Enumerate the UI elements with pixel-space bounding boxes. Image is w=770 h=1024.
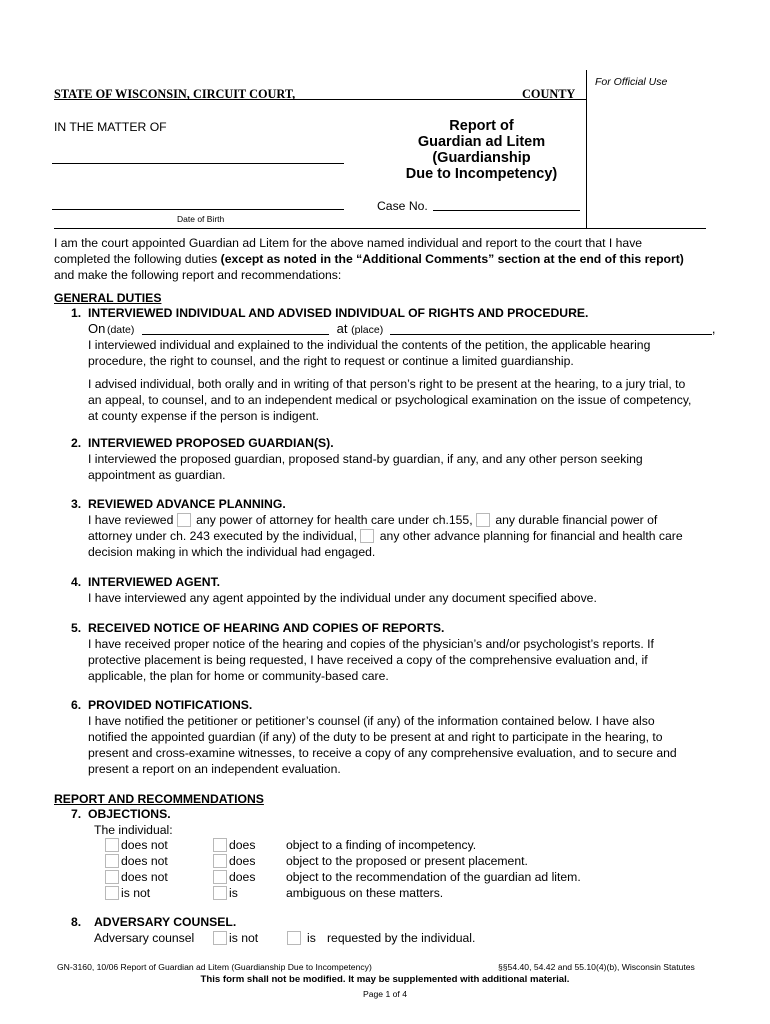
objection-4-text: ambiguous on these matters.	[286, 886, 444, 900]
duty-4-title: INTERVIEWED AGENT.	[88, 575, 221, 589]
objection-3-option-a-label: does not	[121, 870, 168, 884]
objection-row-1	[105, 837, 665, 853]
duty-1-date-place-row	[88, 321, 718, 337]
objections-number: 7.	[71, 807, 82, 821]
poa-health-checkbox[interactable]	[177, 513, 191, 527]
objection-3-option-a-checkbox[interactable]	[105, 870, 119, 884]
duty-1-para-2-line-1: I advised individual, both orally and in writing of that person’s right to be present at the hearing, to a jury trial, to	[88, 377, 686, 391]
adversary-is-not-checkbox[interactable]	[213, 931, 227, 945]
on-label: On	[88, 321, 106, 336]
objection-3-text: object to the recommendation of the guardian ad litem.	[286, 870, 581, 884]
place-field[interactable]	[390, 322, 712, 335]
objection-3-option-b-checkbox[interactable]	[213, 870, 227, 884]
intro-line-2	[54, 251, 719, 267]
objections-intro: The individual:	[94, 823, 173, 837]
duty-5-body	[88, 620, 718, 684]
adversary-option-is[interactable]	[287, 930, 316, 946]
duty-3-title: REVIEWED ADVANCE PLANNING.	[88, 497, 286, 511]
objections-table	[105, 837, 665, 901]
adversary-is-not-label: is not	[229, 931, 259, 945]
other-advance-planning-checkbox[interactable]	[360, 529, 374, 543]
objection-2-option-a-label: does not	[121, 854, 168, 868]
duty-2-body	[88, 435, 718, 483]
general-duties-heading: GENERAL DUTIES	[54, 291, 162, 305]
objection-2-text: object to the proposed or present placement.	[286, 854, 528, 868]
duty-6-line-2: notified the appointed guardian (if any) of the duty to be present at and right to participate in the hearing, to	[88, 730, 663, 744]
duty-2-number: 2.	[71, 436, 82, 450]
form-title	[400, 118, 563, 182]
at-label: at	[336, 321, 348, 336]
objection-1-option-a-checkbox[interactable]	[105, 838, 119, 852]
objection-row-2	[105, 853, 665, 869]
place-hint: (place)	[351, 324, 384, 336]
footer-notice: This form shall not be modified. It may be supplemented with additional material.	[200, 974, 570, 985]
objection-1-option-a-label: does not	[121, 838, 168, 852]
intro-line-1: I am the court appointed Guardian ad Litem for the above named individual and report to the court that I have	[54, 236, 643, 250]
objection-row-3	[105, 869, 665, 885]
objection-2-option-b-label: does	[229, 854, 256, 868]
intro-line-2-bold: (except as noted in the “Additional Comments” section at the end of this report)	[220, 252, 684, 266]
date-hint: (date)	[106, 324, 135, 336]
objection-2-option-b-checkbox[interactable]	[213, 854, 227, 868]
duty-2-line-2: appointment as guardian.	[88, 468, 226, 482]
objection-3-option-b[interactable]	[213, 869, 255, 885]
duty-1-para-1-line-2: procedure, the right to counsel, and the right to request or continue a limited guardianship.	[88, 354, 574, 368]
duty-4-line-1: I have interviewed any agent appointed by the individual under any document specified above.	[88, 591, 597, 605]
duty-3-line-2	[88, 528, 718, 544]
court-label: STATE OF WISCONSIN, CIRCUIT COURT,	[54, 87, 296, 101]
objection-4-option-b-checkbox[interactable]	[213, 886, 227, 900]
duty-3-line-1	[88, 512, 718, 528]
county-label: COUNTY	[522, 87, 576, 101]
duty-1-number: 1.	[71, 306, 82, 320]
duty-1-para-2-line-2: an appeal, to counsel, and to an independent medical or psychological examination on the issue of competency,	[88, 393, 692, 407]
duty-5-line-2: protective placement is being requested, I have received a copy of the comprehensive evaluation and, if	[88, 653, 648, 667]
duty-5-line-1: I have received proper notice of the hearing and copies of the physician’s and/or psychologist’s reports. If	[88, 637, 654, 651]
durable-financial-poa-label: any durable financial power of	[495, 513, 658, 527]
objection-row-4	[105, 885, 665, 901]
form-title-line-3: (Guardianship	[432, 150, 531, 166]
duty-1-para-2	[88, 376, 718, 424]
objections-body	[88, 806, 718, 838]
objection-3-option-b-label: does	[229, 870, 256, 884]
duty-6-number: 6.	[71, 698, 82, 712]
intro-line-3: and make the following report and recommendations:	[54, 268, 342, 282]
duty-6-line-3: present and cross-examine witnesses, to receive a copy of any comprehensive evaluation, and to secure and	[88, 746, 677, 760]
duty-3-body	[88, 496, 718, 560]
footer-form-id: GN-3160, 10/06 Report of Guardian ad Litem (Guardianship Due to Incompetency)	[57, 962, 372, 972]
duty-5-title: RECEIVED NOTICE OF HEARING AND COPIES OF REPORTS.	[88, 621, 445, 635]
header-vertical-divider	[586, 70, 587, 229]
duty-1-para-2-line-3: at county expense if the person is indigent.	[88, 409, 320, 423]
objection-4-option-b[interactable]	[213, 885, 238, 901]
duty-3-line-2-text: attorney under ch. 243 executed by the individual,	[88, 529, 357, 543]
case-no-field[interactable]	[433, 210, 580, 211]
duty-5-line-3: applicable, the plan for home or community-based care.	[88, 669, 389, 683]
duty-2-line-1: I interviewed the proposed guardian, proposed stand-by guardian, if any, and any other person seeking	[88, 452, 643, 466]
other-advance-planning-label: any other advance planning for financial and health care	[379, 529, 683, 543]
objection-1-option-b-label: does	[229, 838, 256, 852]
duty-1-body	[88, 305, 718, 424]
duty-4-number: 4.	[71, 575, 82, 589]
form-title-line-4: Due to Incompetency)	[405, 166, 558, 182]
adversary-number: 8.	[71, 915, 82, 929]
objections-title: OBJECTIONS.	[88, 807, 171, 821]
poa-health-label: any power of attorney for health care under ch.155,	[196, 513, 473, 527]
objection-2-option-b[interactable]	[213, 853, 255, 869]
dob-line[interactable]	[52, 209, 344, 210]
duty-6-line-4: present a report on an independent evaluation.	[88, 762, 341, 776]
in-the-matter-label: IN THE MATTER OF	[54, 120, 167, 134]
case-no-label: Case No.	[377, 199, 428, 213]
report-heading: REPORT AND RECOMMENDATIONS	[54, 792, 264, 806]
duty-1-para-1-line-1: I interviewed individual and explained to the individual the contents of the petition, the applicable hearing	[88, 338, 651, 352]
objection-2-option-a[interactable]	[105, 853, 168, 869]
duty-5-number: 5.	[71, 621, 82, 635]
matter-name-line[interactable]	[52, 163, 344, 164]
objection-1-text: object to a finding of incompetency.	[286, 838, 477, 852]
duty-3-number: 3.	[71, 497, 82, 511]
adversary-is-label: is	[307, 931, 316, 945]
adversary-title: ADVERSARY COUNSEL.	[94, 915, 237, 929]
durable-financial-poa-checkbox[interactable]	[476, 513, 490, 527]
duty-3-line-3: decision making in which the individual had engaged.	[88, 545, 376, 559]
objection-1-option-b[interactable]	[213, 837, 255, 853]
adversary-option-is-not[interactable]	[213, 930, 258, 946]
adversary-row	[94, 930, 724, 946]
duty-6-body	[88, 697, 718, 777]
objection-4-option-a-checkbox[interactable]	[105, 886, 119, 900]
dob-label: Date of Birth	[177, 214, 225, 224]
duty-6-title: PROVIDED NOTIFICATIONS.	[88, 698, 253, 712]
official-use-label: For Official Use	[595, 76, 668, 88]
objection-1-option-a[interactable]	[105, 837, 168, 853]
objection-4-option-b-label: is	[229, 886, 238, 900]
intro-paragraph	[54, 235, 719, 283]
form-title-line-2: Guardian ad Litem	[417, 134, 546, 150]
adversary-body	[94, 914, 724, 946]
form-title-line-1: Report of	[449, 118, 514, 134]
footer-page-number: Page 1 of 4	[363, 989, 407, 999]
duty-4-body	[88, 574, 718, 606]
objection-2-option-a-checkbox[interactable]	[105, 854, 119, 868]
footer-statutes: §§54.40, 54.42 and 55.10(4)(b), Wisconsin Statutes	[498, 962, 695, 972]
objection-4-option-a-label: is not	[121, 886, 151, 900]
duty-1-title: INTERVIEWED INDIVIDUAL AND ADVISED INDIVIDUAL OF RIGHTS AND PROCEDURE.	[88, 306, 589, 320]
date-field[interactable]	[142, 322, 329, 335]
duty-6-line-1: I have notified the petitioner or petitioner’s counsel (if any) of the information contained below. I have also	[88, 714, 655, 728]
duty-2-title: INTERVIEWED PROPOSED GUARDIAN(S).	[88, 436, 334, 450]
adversary-is-checkbox[interactable]	[287, 931, 301, 945]
court-rule	[54, 99, 586, 100]
intro-line-2-text: completed the following duties	[54, 252, 221, 266]
objection-3-option-a[interactable]	[105, 869, 168, 885]
adversary-tail: requested by the individual.	[327, 931, 476, 945]
reviewed-label: I have reviewed	[88, 513, 174, 527]
place-comma: ,	[711, 321, 716, 336]
header-bottom-rule	[54, 228, 706, 229]
objection-4-option-a[interactable]	[105, 885, 150, 901]
objection-1-option-b-checkbox[interactable]	[213, 838, 227, 852]
adversary-counsel-label: Adversary counsel	[94, 931, 195, 945]
